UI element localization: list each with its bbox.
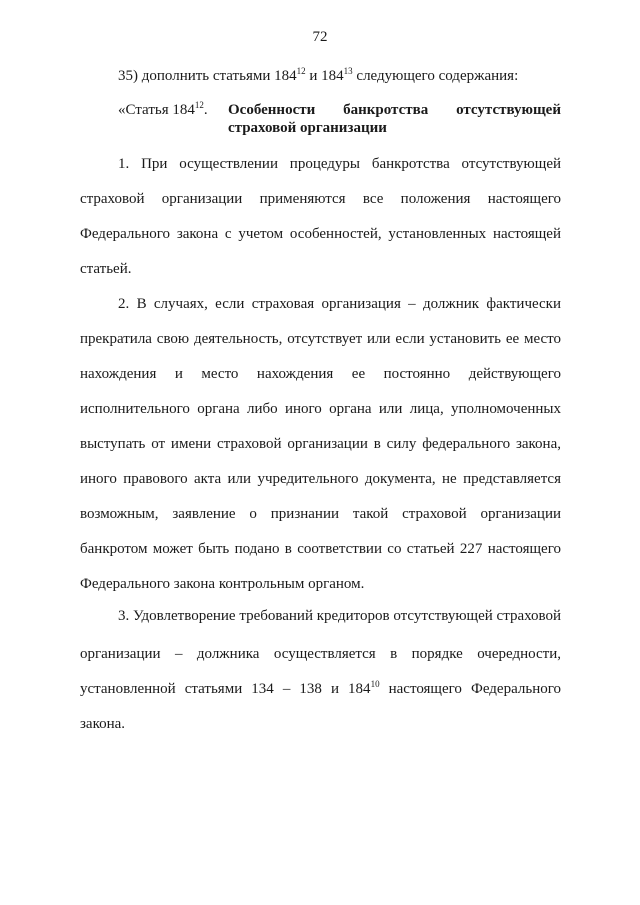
article-label-superscript: 12 [194, 100, 204, 110]
paragraph-2-line-8: банкротом может быть подано в соответствии со статьей 227 настоящего [80, 541, 561, 557]
paragraph-2-line-7: возможным, заявление о признании такой страховой организации [80, 506, 561, 522]
article-title-line-2: страховой организации [228, 120, 387, 136]
paragraph-1-line-4: статьей. [80, 261, 132, 277]
paragraph-3-line-1: 3. Удовлетворение требований кредиторов отсутствующей страховой [118, 608, 562, 624]
intro-text-before: 35) дополнить статьями 184 [118, 68, 297, 84]
paragraph-3-line-3-after: настоящего Федерального [379, 681, 562, 697]
article-label-suffix: . [203, 102, 208, 118]
paragraph-1-line-3: Федерального закона с учетом особенностей, установленных настоящей [80, 226, 561, 242]
paragraph-2-line-3: нахождения и место нахождения ее постоянно действующего [80, 366, 561, 382]
paragraph-1-line-1: 1. При осуществлении процедуры банкротства отсутствующей [118, 156, 561, 172]
intro-superscript-1: 12 [296, 66, 306, 76]
article-label-prefix: «Статья 184 [118, 102, 195, 118]
paragraph-2-line-6: иного правового акта или учредительного документа, не представляется [80, 471, 561, 487]
intro-superscript-2: 13 [343, 66, 353, 76]
paragraph-1-line-2: страховой организации применяются все положения настоящего [80, 191, 561, 207]
paragraph-2-line-5: выступать от имени страховой организации в силу федерального закона, [80, 436, 561, 452]
paragraph-3-superscript: 10 [370, 679, 380, 689]
paragraph-2-line-1: 2. В случаях, если страховая организация – должник фактически [118, 296, 561, 312]
amendment-intro [118, 67, 518, 85]
paragraph-3-line-4: закона. [80, 716, 126, 732]
paragraph-2-line-4: исполнительного органа либо иного органа или лица, уполномоченных [80, 401, 561, 417]
paragraph-2-line-2: прекратила свою деятельность, отсутствует или если установить ее место [80, 331, 561, 347]
intro-text-middle: и 184 [305, 68, 344, 84]
page-number: 72 [312, 29, 328, 45]
intro-text-after: следующего содержания: [352, 68, 519, 84]
paragraph-3-line-3-before: установленной статьями 134 – 138 и 184 [80, 681, 371, 697]
paragraph-3-line-3 [80, 680, 561, 698]
paragraph-3-line-2: организации – должника осуществляется в порядке очередности, [80, 646, 561, 662]
article-label [118, 101, 208, 119]
paragraph-2-line-9: Федерального закона контрольным органом. [80, 576, 365, 592]
article-title-line-1: Особенности банкротства отсутствующей [228, 102, 561, 118]
